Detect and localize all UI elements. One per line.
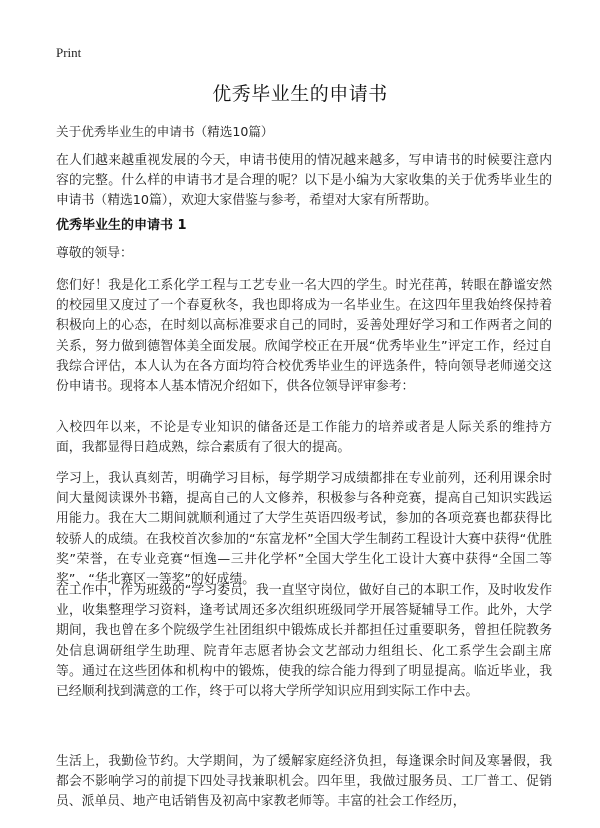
print-link[interactable]: Print <box>56 45 82 60</box>
body-paragraph: 您们好！我是化工系化学工程与工艺专业一名大四的学生。时光荏苒，转眼在静谧安然的校园里又度过了一个春夏秋冬，我也即将成为一名毕业生。在这四年里我始终保持着积极向上的心态，在时刻以高标准要求自己的同时，妥善处理好学习和工作两者之间的关系，努力做到德智体美全面发展。欣闻学校正在开展“优秀毕业生”评定工作，经过自我综合评估，本人认为在各方面均符合校优秀毕业生的评选条件，特向领导老师递交这份申请书。现将本人基本情况介绍如下，供各位领导评审参考： <box>56 278 552 395</box>
intro-paragraph: 在人们越来越重视发展的今天，申请书使用的情况越来越多，写申请书的时候要注意内容的完整。什么样的申请书才是合理的呢？以下是小编为大家收集的关于优秀毕业生的申请书（精选10篇），欢迎大家借鉴与参考，希望对大家有所帮助。 <box>56 153 552 209</box>
body-paragraph: 生活上，我勤俭节约。大学期间，为了缓解家庭经济负担，每逢课余时间及寒暑假，我都会不影响学习的前提下四处寻找兼职机会。四年里，我做过服务员、工厂普工、促销员、派单员、地产电话销售及初高中家教老师等。丰富的社会工作经历， <box>56 754 552 810</box>
section-heading: 优秀毕业生的申请书 1 <box>56 218 187 233</box>
body-paragraph: 学习上，我认真刻苦，明确学习目标，每学期学习成绩都排在专业前列，还利用课余时间大量阅读课外书籍，提高自己的人文修养，积极参与各种竞赛，提高自己知识实践运用能力。我在大二期间就顺利通过了大学生英语四级考试，参加的各项竞赛也都获得比较骄人的成绩。在我校首次参加的“东富龙杯”全国大学生制药工程设计大赛中获得“优胜奖”荣誉，在专业竞赛“恒逸—三井化学杯”全国大学生化工设计大赛中获得“全国二等奖”、“华北赛区一等奖”的好成绩。 <box>56 471 552 588</box>
body-paragraph: 在工作中，作为班级的“学习委员，我一直坚守岗位，做好自己的本职工作，及时收发作业，收集整理学习资料，逢考试周还多次组织班级同学开展答疑辅导工作。此外，大学期间，我也曾在多个院级学生社团组织中锻炼成长并都担任过重要职务，曾担任院教务处信息调研组学生助理、院青年志愿者协会文艺部动力组组长、化工系学生会副主席等。通过在这些团体和机构中的锻炼，使我的综合能力得到了明显提高。临近毕业，我已经顺利找到满意的工作，终于可以将大学所学知识应用到实际工作中去。 <box>56 583 552 700</box>
salutation: 尊敬的领导： <box>56 246 133 261</box>
document-title: 优秀毕业生的申请书 <box>212 83 388 105</box>
body-paragraph: 入校四年以来，不论是专业知识的储备还是工作能力的培养或者是人际关系的维持方面，我都显得日趋成熟，综合素质有了很大的提高。 <box>56 420 552 456</box>
document-subtitle: 关于优秀毕业生的申请书（精选10篇） <box>56 124 274 139</box>
